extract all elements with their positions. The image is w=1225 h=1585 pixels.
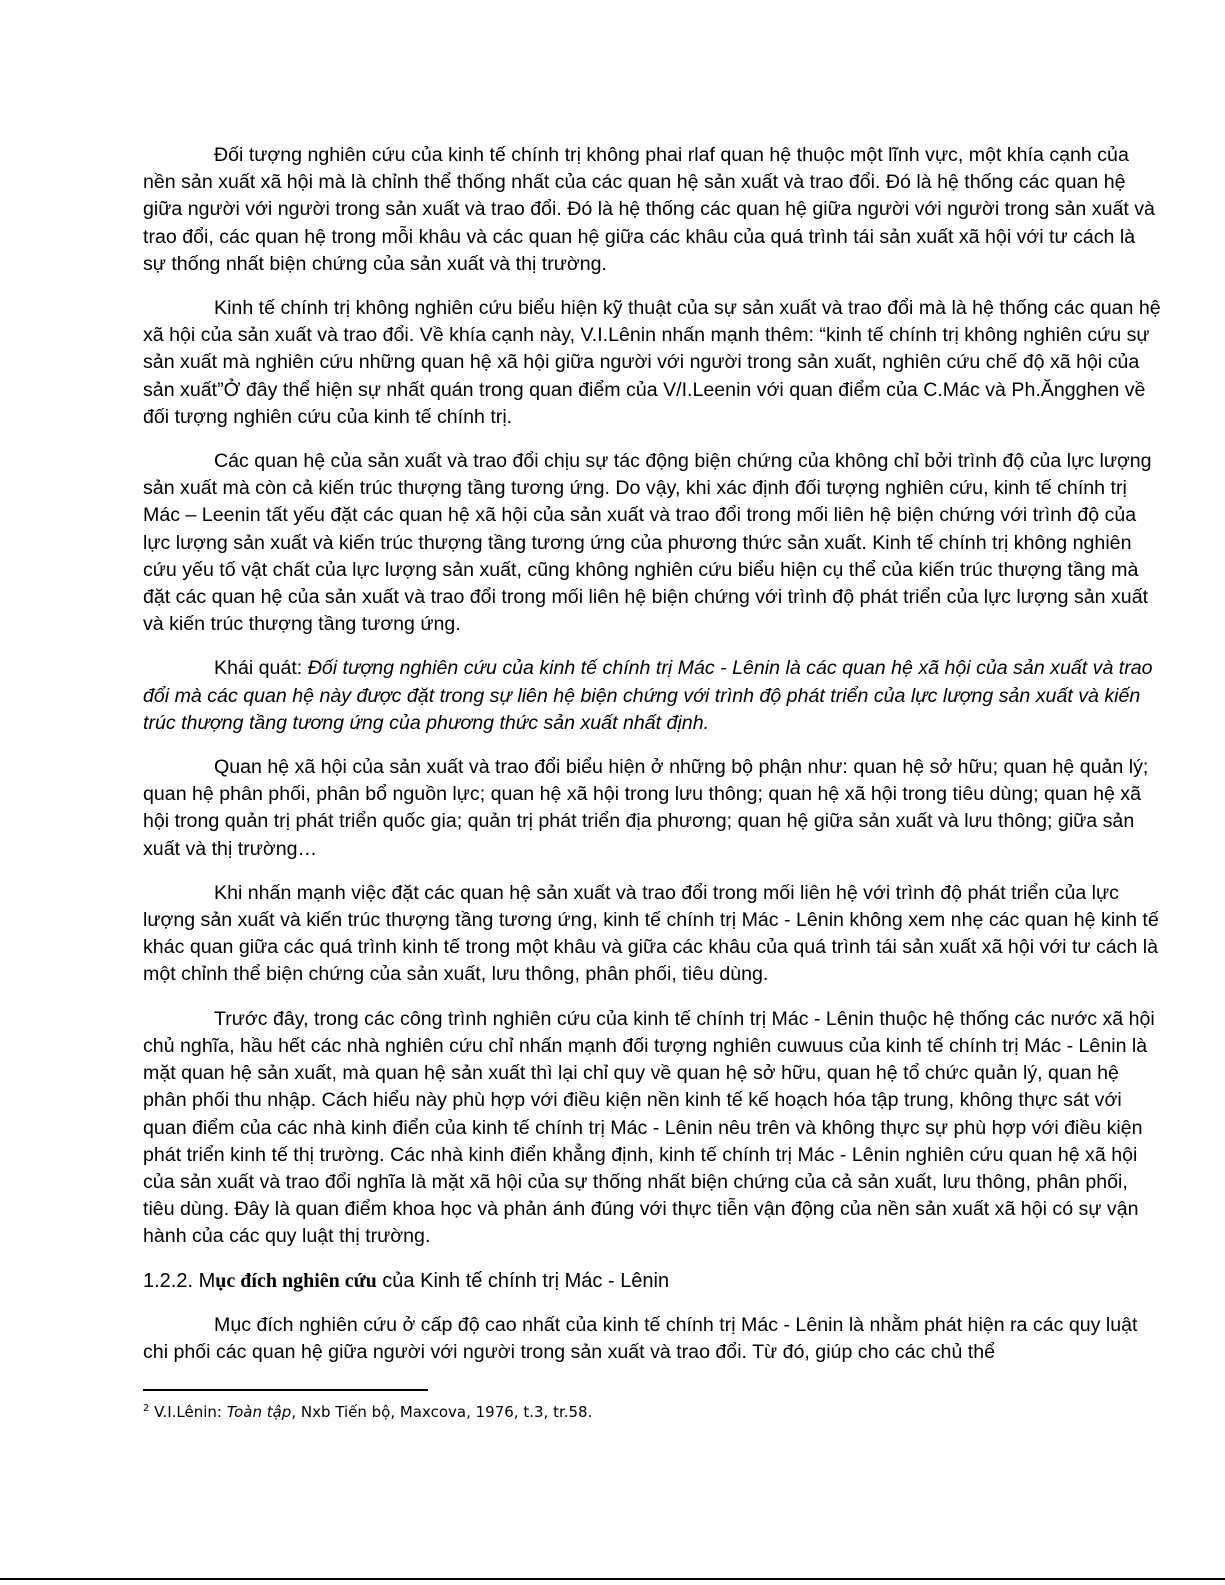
summary-lead: Khái quát:	[214, 657, 308, 680]
footnote-title: Toàn tập	[226, 1403, 292, 1421]
section-heading	[143, 1268, 1163, 1295]
summary-text: Đối tượng nghiên cứu của kinh tế chính trị Mác - Lênin là các quan hệ xã hội của sản xuất và trao đổi mà các quan hệ này được đặt trong sự liên hệ biện chứng với trình độ phát triển của lực lượng sản xuất và kiến trúc thượng tầng tương ứng của phương thức sản xuất nhất định.	[143, 657, 1153, 734]
footnote-author: V.I.Lênin:	[149, 1403, 227, 1421]
paragraph-research-object: Đối tượng nghiên cứu của kinh tế chính trị không phai rlaf quan hệ thuộc một lĩnh vực, một khía cạnh của nền sản xuất xã hội mà là chỉnh thể thống nhất của các quan hệ sản xuất và trao đổi. Đó là hệ thống các quan hệ giữa người với người trong sản xuất và trao đổi. Đó là hệ thống các quan hệ giữa người với người trong sản xuất và trao đổi, các quan hệ trong mỗi khâu và các quan hệ giữa các khâu của quá trình tái sản xuất xã hội với tư cách là sự thống nhất biện chứng của sản xuất và thị trường.	[143, 144, 1155, 275]
page-bottom-border	[0, 1578, 1225, 1580]
paragraph-summary	[143, 655, 1163, 737]
heading-rest: của Kinh tế chính trị Mác - Lênin	[376, 1269, 670, 1292]
footnote-marker: 2	[143, 1403, 150, 1414]
paragraph-emphasis: Khi nhấn mạnh việc đặt các quan hệ sản xuất và trao đổi trong mối liên hệ với trình độ phát triển của lực lượng sản xuất và kiến trúc thượng tầng tương ứng, kinh tế chính trị Mác - Lênin không xem nhẹ các quan hệ kinh tế khác quan giữa các quá trình kinh tế trong một khâu và giữa các khâu của quá trình tái sản xuất xã hội với tư cách là một chỉnh thể biện chứng của sản xuất, lưu thông, phân phối, tiêu dùng.	[143, 881, 1159, 986]
paragraph-social-relations: Kinh tế chính trị không nghiên cứu biểu hiện kỹ thuật của sự sản xuất và trao đổi mà là hệ thống các quan hệ xã hội của sản xuất và trao đổi. Về khía cạnh này, V.I.Lênin nhấn mạnh thêm: “kinh tế chính trị không nghiên cứu sự sản xuất mà nghiên cứu những quan hệ xã hội giữa người với người trong sản xuất, nghiên cứu chế độ xã hội của sản xuất”Ở đây thể hiện sự nhất quán trong quan điểm của V/I.Leenin với quan điểm của C.Mác và Ph.Ăngghen về đối tượng nghiên cứu của kinh tế chính trị.	[143, 297, 1161, 428]
footnote-details: , Nxb Tiến bộ, Maxcova, 1976, t.3, tr.58.	[291, 1403, 593, 1421]
footnote	[143, 1401, 1043, 1423]
heading-number: 1.2.2. M	[143, 1269, 216, 1292]
paragraph-relation-parts: Quan hệ xã hội của sản xuất và trao đổi biểu hiện ở những bộ phận như: quan hệ sở hữu; quan hệ quản lý; quan hệ phân phối, phân bổ nguồn lực; quan hệ xã hội trong lưu thông; quan hệ xã hội trong tiêu dùng; quan hệ xã hội trong quản trị phát triển quốc gia; quản trị phát triển địa phương; quan hệ giữa sản xuất và lưu thông; giữa sản xuất và thị trường…	[143, 756, 1149, 860]
paragraph-purpose: Mục đích nghiên cứu ở cấp độ cao nhất của kinh tế chính trị Mác - Lênin là nhằm phát hiện ra các quy luật chi phối các quan hệ giữa người với người trong sản xuất và trao đổi. Từ đó, giúp cho các chủ thể	[143, 1313, 1138, 1363]
paragraph-history: Trước đây, trong các công trình nghiên cứu của kinh tế chính trị Mác - Lênin thuộc hệ thống các nước xã hội chủ nghĩa, hầu hết các nhà nghiên cứu chỉ nhấn mạnh đối tượng nghiên cuwuus của kinh tế chính trị Mác - Lênin là mặt quan hệ sản xuất, mà quan hệ sản xuất thì lại chỉ quy về quan hệ sở hữu, quan hệ tổ chức quản lý, quan hệ phân phối thu nhập. Cách hiểu này phù hợp với điều kiện nền kinh tế kế hoạch hóa tập trung, không thực sát với quan điểm của các nhà kinh điển của kinh tế chính trị Mác - Lênin nêu trên và không thực sự phù hợp với điều kiện phát triển kinh tế thị trường. Các nhà kinh điển khẳng định, kinh tế chính trị Mác - Lênin nghiên cứu quan hệ xã hội của sản xuất và trao đổi nghĩa là mặt xã hội của sự thống nhất biện chứng của cả sản xuất, lưu thông, phân phối, tiêu dùng. Đây là quan điểm khoa học và phản ánh đúng với thực tiễn vận động của nền sản xuất xã hội có sự vận hành của các quy luật thị trường.	[143, 1007, 1155, 1248]
footnote-divider	[143, 1389, 428, 1391]
page-body	[143, 142, 1163, 1383]
heading-bold: ục đích nghiên cứu	[215, 1269, 377, 1292]
paragraph-dialectical-relations: Các quan hệ của sản xuất và trao đổi chịu sự tác động biện chứng của không chỉ bởi trình độ của lực lượng sản xuất mà còn cả kiến trúc thượng tầng tương ứng. Do vậy, khi xác định đối tượng nghiên cứu, kinh tế chính trị Mác – Leenin tất yếu đặt các quan hệ xã hội của sản xuất và trao đổi trong mối liên hệ biện chứng với trình độ của lực lượng sản xuất và kiến trúc thượng tầng tương ứng của phương thức sản xuất. Kinh tế chính trị không nghiên cứu yếu tố vật chất của lực lượng sản xuất, cũng không nghiên cứu biểu hiện cụ thể của kiến trúc thượng tầng mà đặt các quan hệ của sản xuất và trao đổi trong mối liên hệ biện chứng với trình độ phát triển của lực lượng sản xuất và kiến trúc thượng tầng tương ứng.	[143, 450, 1152, 636]
